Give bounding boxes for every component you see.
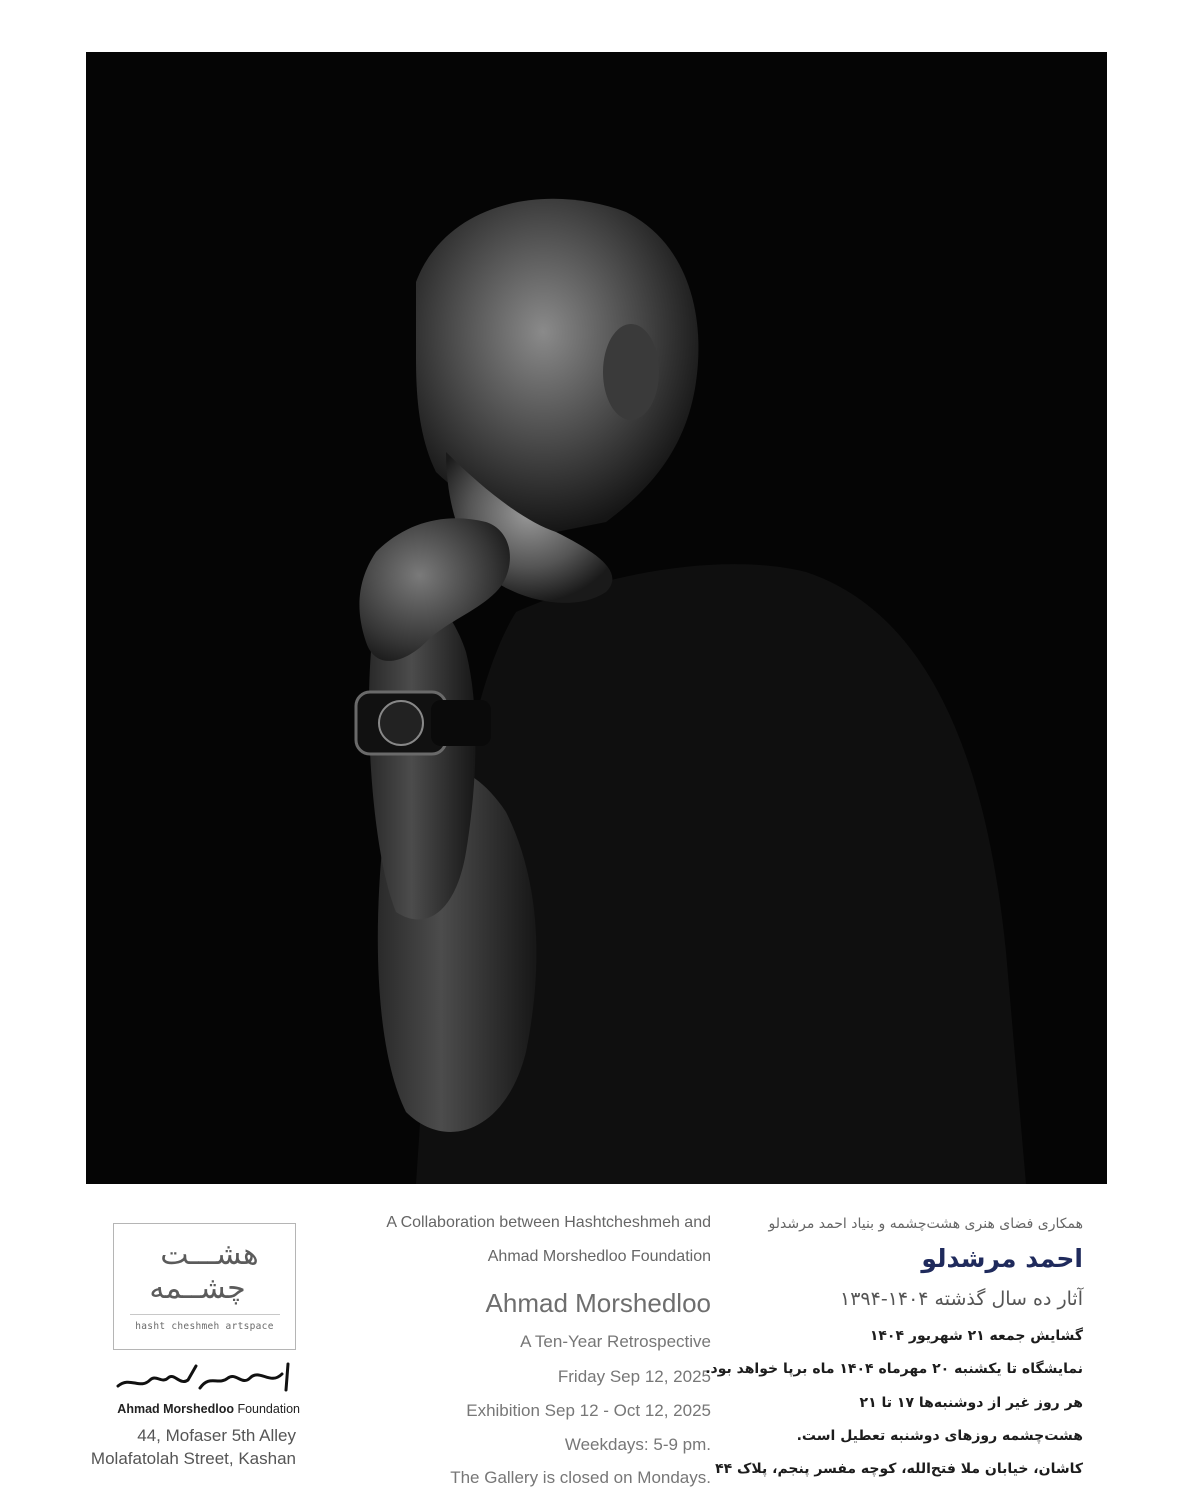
persian-address: کاشان، خیابان ملا فتح‌الله، کوچه مفسر پنجم، پلاک ۴۴ bbox=[715, 1461, 1083, 1477]
logo-persian-line2: چشــمه bbox=[149, 1271, 246, 1306]
persian-exhibition-until: نمایشگاه تا یکشنبه ۲۰ مهرماه ۱۴۰۴ ماه برپا خواهد بود. bbox=[705, 1361, 1083, 1377]
foundation-name-bold: Ahmad Morshedloo bbox=[117, 1402, 234, 1416]
english-collaboration-line2: Ahmad Morshedloo Foundation bbox=[487, 1248, 711, 1265]
english-opening-date: Friday Sep 12, 2025 bbox=[557, 1367, 711, 1386]
english-subtitle: A Ten-Year Retrospective bbox=[520, 1332, 711, 1351]
foundation-signature bbox=[110, 1356, 300, 1400]
portrait-illustration bbox=[86, 52, 1107, 1184]
portrait-photo bbox=[86, 52, 1107, 1184]
english-collaboration-line1: A Collaboration between Hashtcheshmeh and bbox=[386, 1214, 711, 1231]
english-artist-name: Ahmad Morshedloo bbox=[485, 1288, 711, 1318]
persian-daily-hours: هر روز غیر از دوشنبه‌ها ۱۷ تا ۲۱ bbox=[859, 1395, 1083, 1411]
english-closed-notice: The Gallery is closed on Mondays. bbox=[450, 1468, 711, 1487]
persian-opening: گشایش جمعه ۲۱ شهریور ۱۴۰۴ bbox=[869, 1328, 1083, 1344]
address-line-1: 44, Mofaser 5th Alley bbox=[137, 1426, 296, 1445]
foundation-name bbox=[110, 1402, 300, 1416]
address-line-2: Molafatolah Street, Kashan bbox=[90, 1449, 296, 1468]
english-exhibition-dates: Exhibition Sep 12 - Oct 12, 2025 bbox=[466, 1401, 711, 1420]
logo-latin-text: hasht cheshmeh artspace bbox=[135, 1321, 274, 1332]
persian-subtitle: آثار ده سال گذشته ۱۴۰۴-۱۳۹۴ bbox=[840, 1288, 1083, 1310]
persian-collaboration: همکاری فضای هنری هشت‌چشمه و بنیاد احمد مرشدلو bbox=[768, 1216, 1083, 1232]
hasht-cheshmeh-logo bbox=[113, 1223, 296, 1350]
persian-artist-name: احمد مرشدلو bbox=[921, 1244, 1083, 1273]
english-hours: Weekdays: 5-9 pm. bbox=[564, 1435, 711, 1454]
persian-closed-notice: هشت‌چشمه روزهای دوشنبه تعطیل است. bbox=[796, 1428, 1083, 1444]
logo-divider bbox=[130, 1314, 280, 1315]
logo-persian-line1: هشـــت bbox=[160, 1237, 259, 1272]
foundation-name-rest: Foundation bbox=[233, 1402, 300, 1416]
